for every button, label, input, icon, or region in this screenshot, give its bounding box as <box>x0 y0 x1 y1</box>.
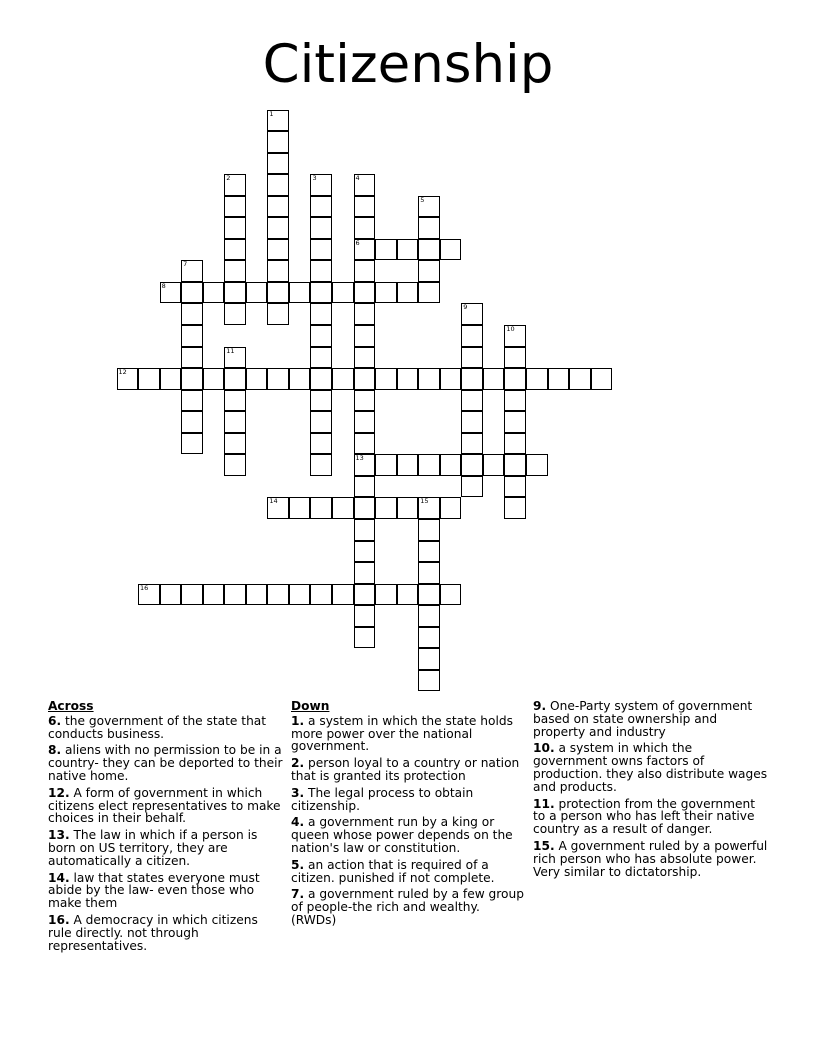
grid-cell[interactable] <box>160 584 182 606</box>
grid-cell[interactable] <box>418 562 440 584</box>
grid-cell[interactable] <box>310 433 332 455</box>
grid-cell[interactable] <box>289 584 311 606</box>
grid-cell[interactable] <box>267 368 289 390</box>
clue-number-label: 5. <box>291 857 305 872</box>
clue-number-label: 14. <box>48 870 70 885</box>
grid-cell[interactable] <box>375 497 397 519</box>
grid-cell[interactable] <box>224 411 246 433</box>
clue-text: law that states everyone must abide by the law- even those who make them <box>48 870 260 911</box>
grid-cell[interactable] <box>418 648 440 670</box>
clue-text: A form of government in which citizens elect representatives to make choices in their behalf. <box>48 785 281 826</box>
grid-cell[interactable] <box>504 433 526 455</box>
across-clue <box>48 787 284 825</box>
grid-cell[interactable] <box>461 476 483 498</box>
down-clue <box>291 787 527 813</box>
grid-cell-16[interactable] <box>138 584 160 606</box>
grid-cell[interactable] <box>397 282 419 304</box>
grid-cell-14[interactable] <box>267 497 289 519</box>
grid-cell[interactable] <box>181 282 203 304</box>
clue-number: 7 <box>183 260 188 269</box>
grid-cell[interactable] <box>440 497 462 519</box>
grid-cell[interactable] <box>310 584 332 606</box>
grid-cell[interactable] <box>310 325 332 347</box>
grid-cell[interactable] <box>504 497 526 519</box>
clue-text: The law in which if a person is born on US territory, they are automatically a citizen. <box>48 828 258 868</box>
clue-number: 14 <box>269 497 278 506</box>
across-clue <box>48 744 284 782</box>
grid-cell[interactable] <box>310 217 332 239</box>
grid-cell[interactable] <box>224 368 246 390</box>
clue-number: 12 <box>118 368 127 377</box>
down-clue <box>533 700 769 738</box>
grid-cell[interactable] <box>310 196 332 218</box>
grid-cell[interactable] <box>310 454 332 476</box>
grid-cell[interactable] <box>267 153 289 175</box>
grid-cell[interactable] <box>310 282 332 304</box>
grid-cell[interactable] <box>418 541 440 563</box>
grid-cell[interactable] <box>418 519 440 541</box>
across-clue <box>48 829 284 867</box>
grid-cell[interactable] <box>224 390 246 412</box>
grid-cell[interactable] <box>440 584 462 606</box>
clue-text: One-Party system of government based on state ownership and property and industry <box>533 699 753 739</box>
clue-number: 3 <box>312 174 317 183</box>
clue-number-label: 12. <box>48 785 70 800</box>
grid-cell[interactable] <box>504 368 526 390</box>
grid-cell[interactable] <box>354 627 376 649</box>
down-clues-continued <box>533 700 769 882</box>
clue-number: 10 <box>506 325 515 333</box>
grid-cell[interactable] <box>203 584 225 606</box>
grid-cell[interactable] <box>224 217 246 239</box>
grid-cell[interactable] <box>310 368 332 390</box>
grid-cell-4[interactable] <box>354 174 376 196</box>
grid-cell[interactable] <box>504 411 526 433</box>
grid-cell[interactable] <box>397 584 419 606</box>
clue-number: 5 <box>420 195 425 204</box>
grid-cell[interactable] <box>418 670 440 692</box>
grid-cell-3[interactable] <box>310 174 332 196</box>
grid-cell[interactable] <box>181 411 203 433</box>
grid-cell[interactable] <box>418 627 440 649</box>
grid-cell[interactable] <box>138 368 160 390</box>
grid-cell[interactable] <box>267 282 289 304</box>
clue-text: a government ruled by a few group of people-the rich and wealthy. (RWDs) <box>291 887 524 927</box>
clue-text: aliens with no permission to be in a country- they can be deported to their native home. <box>48 743 283 783</box>
grid-cell[interactable] <box>267 584 289 606</box>
grid-cell[interactable] <box>591 368 613 390</box>
grid-cell[interactable] <box>375 584 397 606</box>
grid-cell[interactable] <box>310 390 332 412</box>
clue-number-label: 9. <box>533 699 547 713</box>
clue-number: 9 <box>463 303 468 312</box>
grid-cell[interactable] <box>461 325 483 347</box>
grid-cell[interactable] <box>461 454 483 476</box>
grid-cell[interactable] <box>440 454 462 476</box>
grid-cell-1[interactable] <box>267 110 289 132</box>
grid-cell[interactable] <box>354 584 376 606</box>
grid-cell-7[interactable] <box>181 260 203 282</box>
grid-cell[interactable] <box>375 239 397 261</box>
grid-cell[interactable] <box>246 368 268 390</box>
clue-number-label: 2. <box>291 756 305 771</box>
grid-cell[interactable] <box>181 390 203 412</box>
clue-text: protection from the government to a person who has left their native country as a result of danger. <box>533 796 756 837</box>
grid-cell[interactable] <box>461 347 483 369</box>
clue-number-label: 10. <box>533 741 555 756</box>
clue-number-label: 13. <box>48 828 70 843</box>
clue-number-label: 16. <box>48 912 70 927</box>
grid-cell[interactable] <box>267 217 289 239</box>
grid-cell-12[interactable] <box>117 368 139 390</box>
clue-number: 15 <box>420 497 429 506</box>
clue-number-label: 7. <box>291 887 305 902</box>
grid-cell[interactable] <box>354 196 376 218</box>
grid-cell-8[interactable] <box>160 282 182 304</box>
down-clue <box>533 742 769 793</box>
grid-cell[interactable] <box>310 239 332 261</box>
grid-cell[interactable] <box>375 282 397 304</box>
grid-cell[interactable] <box>354 325 376 347</box>
grid-cell[interactable] <box>310 260 332 282</box>
clue-number-label: 4. <box>291 815 305 830</box>
grid-cell[interactable] <box>267 196 289 218</box>
grid-cell[interactable] <box>418 282 440 304</box>
grid-cell[interactable] <box>332 497 354 519</box>
grid-cell[interactable] <box>418 368 440 390</box>
grid-cell[interactable] <box>246 282 268 304</box>
clue-number: 6 <box>355 238 360 247</box>
grid-cell[interactable] <box>203 282 225 304</box>
clue-text: a government run by a king or queen whose power depends on the nation's law or constitution. <box>291 815 513 855</box>
down-clues <box>291 700 527 931</box>
grid-cell-2[interactable] <box>224 174 246 196</box>
grid-cell[interactable] <box>224 239 246 261</box>
down-clue <box>291 888 527 926</box>
down-clue <box>291 859 527 885</box>
grid-cell[interactable] <box>504 454 526 476</box>
grid-cell[interactable] <box>354 282 376 304</box>
grid-cell[interactable] <box>224 584 246 606</box>
grid-cell[interactable] <box>440 239 462 261</box>
grid-cell[interactable] <box>569 368 591 390</box>
grid-cell-9[interactable] <box>461 303 483 325</box>
grid-cell-13[interactable] <box>354 454 376 476</box>
grid-cell[interactable] <box>526 454 548 476</box>
down-clue <box>291 816 527 854</box>
clue-text: an action that is required of a citizen. punished if not complete. <box>291 857 495 885</box>
grid-cell[interactable] <box>332 584 354 606</box>
grid-cell[interactable] <box>354 411 376 433</box>
grid-cell[interactable] <box>418 260 440 282</box>
grid-cell[interactable] <box>461 411 483 433</box>
grid-cell[interactable] <box>397 454 419 476</box>
grid-cell[interactable] <box>310 497 332 519</box>
clue-number-label: 8. <box>48 743 62 758</box>
grid-cell[interactable] <box>289 368 311 390</box>
grid-cell[interactable] <box>354 433 376 455</box>
clue-number: 8 <box>161 281 166 290</box>
grid-cell[interactable] <box>526 368 548 390</box>
grid-cell[interactable] <box>418 454 440 476</box>
clue-text: a system in which the state holds more power over the national government. <box>291 713 513 754</box>
grid-cell-11[interactable] <box>224 347 246 369</box>
grid-cell[interactable] <box>224 282 246 304</box>
grid-cell[interactable] <box>181 325 203 347</box>
across-clue <box>48 715 284 741</box>
grid-cell[interactable] <box>418 605 440 627</box>
across-clue <box>48 914 284 952</box>
grid-cell[interactable] <box>418 584 440 606</box>
grid-cell[interactable] <box>267 131 289 153</box>
grid-cell[interactable] <box>354 303 376 325</box>
grid-cell[interactable] <box>461 368 483 390</box>
grid-cell[interactable] <box>461 390 483 412</box>
grid-cell[interactable] <box>181 433 203 455</box>
grid-cell[interactable] <box>224 303 246 325</box>
grid-cell-6[interactable] <box>354 239 376 261</box>
grid-cell[interactable] <box>246 584 268 606</box>
grid-cell[interactable] <box>354 260 376 282</box>
grid-cell[interactable] <box>224 260 246 282</box>
grid-cell[interactable] <box>354 347 376 369</box>
grid-cell[interactable] <box>354 519 376 541</box>
grid-cell[interactable] <box>397 368 419 390</box>
clue-text: A government ruled by a powerful rich person who has absolute power. Very similar to dictatorship. <box>533 838 768 879</box>
grid-cell[interactable] <box>267 303 289 325</box>
grid-cell[interactable] <box>267 239 289 261</box>
grid-cell[interactable] <box>289 497 311 519</box>
down-clue <box>533 840 769 878</box>
down-clue <box>291 757 527 783</box>
grid-cell[interactable] <box>224 196 246 218</box>
clue-number-label: 1. <box>291 713 305 728</box>
clue-number-label: 3. <box>291 785 305 800</box>
grid-cell[interactable] <box>310 347 332 369</box>
grid-cell[interactable] <box>461 433 483 455</box>
down-clue <box>533 798 769 836</box>
grid-cell[interactable] <box>504 347 526 369</box>
grid-cell[interactable] <box>418 217 440 239</box>
grid-cell[interactable] <box>267 260 289 282</box>
grid-cell-10[interactable] <box>504 325 526 347</box>
grid-cell-15[interactable] <box>418 497 440 519</box>
grid-cell[interactable] <box>160 368 182 390</box>
grid-cell[interactable] <box>224 433 246 455</box>
grid-cell[interactable] <box>354 476 376 498</box>
clue-number: 4 <box>355 174 360 183</box>
grid-cell[interactable] <box>354 390 376 412</box>
grid-cell-5[interactable] <box>418 196 440 218</box>
grid-cell[interactable] <box>354 368 376 390</box>
grid-cell[interactable] <box>332 368 354 390</box>
grid-cell[interactable] <box>181 303 203 325</box>
grid-cell[interactable] <box>354 541 376 563</box>
clue-number-label: 6. <box>48 713 62 728</box>
grid-cell[interactable] <box>181 584 203 606</box>
grid-cell[interactable] <box>483 368 505 390</box>
grid-cell[interactable] <box>310 303 332 325</box>
down-heading: Down <box>291 699 330 713</box>
grid-cell[interactable] <box>267 174 289 196</box>
grid-cell[interactable] <box>418 239 440 261</box>
grid-cell[interactable] <box>289 282 311 304</box>
across-heading: Across <box>48 699 94 713</box>
grid-cell[interactable] <box>224 454 246 476</box>
clue-number-label: 11. <box>533 796 555 811</box>
clue-number-label: 15. <box>533 838 555 853</box>
grid-cell[interactable] <box>483 454 505 476</box>
clue-text: The legal process to obtain citizenship. <box>291 785 474 813</box>
across-clue <box>48 872 284 910</box>
clue-number: 16 <box>140 583 149 592</box>
clue-number: 13 <box>355 454 364 463</box>
grid-cell[interactable] <box>548 368 570 390</box>
grid-cell[interactable] <box>354 497 376 519</box>
grid-cell[interactable] <box>181 368 203 390</box>
grid-cell[interactable] <box>397 239 419 261</box>
clue-text: person loyal to a country or nation that is granted its protection <box>291 756 520 783</box>
puzzle-title: Citizenship <box>262 34 554 95</box>
grid-cell[interactable] <box>504 476 526 498</box>
clue-text: a system in which the government owns factors of production. they also distribute wages and products. <box>533 741 768 794</box>
clue-number: 11 <box>226 346 235 355</box>
across-clues <box>48 700 284 956</box>
grid-cell[interactable] <box>181 347 203 369</box>
clue-number: 1 <box>269 109 274 118</box>
grid-cell[interactable] <box>375 368 397 390</box>
grid-cell[interactable] <box>504 390 526 412</box>
clue-text: the government of the state that conducts business. <box>48 713 267 741</box>
grid-cell[interactable] <box>354 562 376 584</box>
grid-cell[interactable] <box>203 368 225 390</box>
grid-cell[interactable] <box>375 454 397 476</box>
down-clue <box>291 715 527 753</box>
clue-number: 2 <box>226 174 231 183</box>
grid-cell[interactable] <box>397 497 419 519</box>
grid-cell[interactable] <box>354 605 376 627</box>
grid-cell[interactable] <box>332 282 354 304</box>
grid-cell[interactable] <box>310 411 332 433</box>
clue-text: A democracy in which citizens rule directly. not through representatives. <box>48 912 258 953</box>
grid-cell[interactable] <box>354 217 376 239</box>
grid-cell[interactable] <box>440 368 462 390</box>
